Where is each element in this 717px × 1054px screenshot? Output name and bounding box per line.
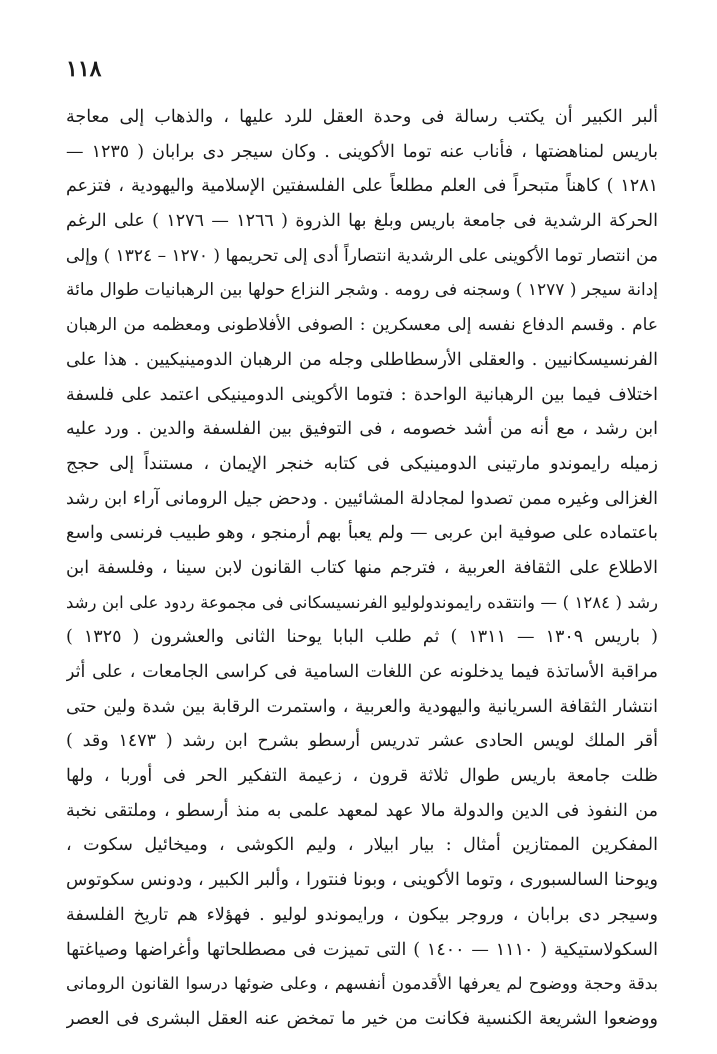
text-line: زميله رايموندو مارتينى الدومينيكى فى كتابه خنجر الإيمان ، مستنداً إلى حجج — [66, 453, 658, 474]
text-line: من النفوذ فى الدين والدولة مالا عهد لمعهد علمى به منذ أرسطو ، وملتقى نخبة — [66, 800, 658, 821]
text-line: رشد ( ١٢٨٤ ) — وانتقده رايموندولوليو الفرنسيسكانى فى مجموعة ردود على ابن رشد — [66, 592, 658, 612]
text-line: السكولاستيكية ( ١١١٠ — ١٤٠٠ ) التى تميزت فى مصطلحاتها وأغراضها وصياغتها — [66, 939, 658, 960]
text-line: إدانة سيجر ( ١٢٧٧ ) وسجنه فى رومه . وشجر النزاع حولها بين الرهبانيات طوال مائة — [66, 280, 658, 301]
body-text — [66, 100, 658, 1037]
text-line: الحركة الرشدية فى جامعة باريس وبلغ بها الذروة ( ١٢٦٦ — ١٢٧٦ ) على الرغم — [66, 211, 658, 232]
text-line: مراقبة الأساتذة فيما يدخلونه عن اللغات السامية فى كراسى الجامعات ، على أثر — [66, 662, 658, 682]
text-line: الاطلاع على الثقافة العربية ، فترجم منها كتاب القانون لابن سينا ، وفلسفة ابن — [66, 557, 658, 578]
text-line: الفرنسيسكانيين . والعقلى الأرسطاطلى وجله من الرهبان الدومينيكيين . هذا على — [66, 349, 658, 370]
text-line: ابن رشد ، مع أنه من أشد خصومه ، فى التوفيق بين الفلسفة والدين . ورد عليه — [66, 419, 658, 440]
text-line: وسيجر دى برابان ، وروجر بيكون ، ورايموندو لوليو . فهؤلاء هم تاريخ الفلسفة — [66, 904, 658, 925]
page-number: ١١٨ — [66, 56, 102, 82]
text-line: ويوحنا السالسبورى ، وتوما الأكوينى ، وبونا فنتورا ، وألبر الكبير ، ودونس سكوتوس — [66, 870, 658, 891]
text-line: الغزالى وغيره ممن تصدوا لمجادلة المشائيين . ودحض جيل الرومانى آراء ابن رشد — [66, 488, 658, 509]
text-line: المفكرين الممتازين أمثال : بيار ابيلار ، ولیم الكوشى ، وميخائيل سكوت ، — [66, 835, 658, 856]
text-line: باريس لمناهضتها ، فأناب عنه توما الأكوينى . وكان سيجر دى برابان ( ١٢٣٥ — — [66, 141, 658, 162]
text-line: انتشار الثقافة السريانية واليهودية والعربية ، واستمرت الرقابة بين شدة ولين حتى — [66, 696, 658, 717]
text-line: عام . وقسم الدفاع نفسه إلى معسكرين : الصوفى الأفلاطونى ومعظمه من الرهبان — [66, 315, 658, 336]
text-line: بدقة وحجة ووضوح لم يعرفها الأقدمون أنفسهم ، وعلى ضوئها درسوا القانون الرومانى — [66, 974, 658, 994]
text-line: ظلت جامعة باريس طوال ثلاثة قرون ، زعيمة التفكير الحر فى أوربا ، ولها — [66, 766, 658, 787]
text-line: ووضعوا الشريعة الكنسية فكانت من خير ما تمخض عنه العقل البشرى فى العصر — [66, 1008, 658, 1029]
text-line: اختلاف فيما بين الرهبانية الواحدة : فتوما الأكوينى الدومينيكى اعتمد على فلسفة — [66, 384, 658, 405]
text-line: من انتصار توما الأكوينى على الرشدية انتصاراً أدى إلى تحريمها ( ١٢٧٠ – ١٣٢٤ ) وإلى — [66, 245, 658, 266]
text-line: ١٢٨١ ) كاهناً متبحراً فى العلم مطلعاً على الفلسفتين الإسلامية واليهودية ، فتزعم — [66, 176, 658, 197]
text-line: باعتماده على صوفية ابن عربى — ولم يعبأ بهم أرمنجو ، وهو طبيب فرنسى واسع — [66, 523, 658, 544]
text-line: ألبر الكبير أن يكتب رسالة فى وحدة العقل للرد عليها ، والذهاب إلى معاجة — [66, 107, 658, 127]
text-line: ( باريس ١٣٠٩ — ١٣١١ ) ثم طلب البابا يوحنا الثانى والعشرون ( ١٣٢٥ ) — [66, 627, 658, 648]
text-line: أقر الملك لويس الحادى عشر تدريس أرسطو بشرح ابن رشد ( ١٤٧٣ وقد ) — [66, 731, 658, 752]
